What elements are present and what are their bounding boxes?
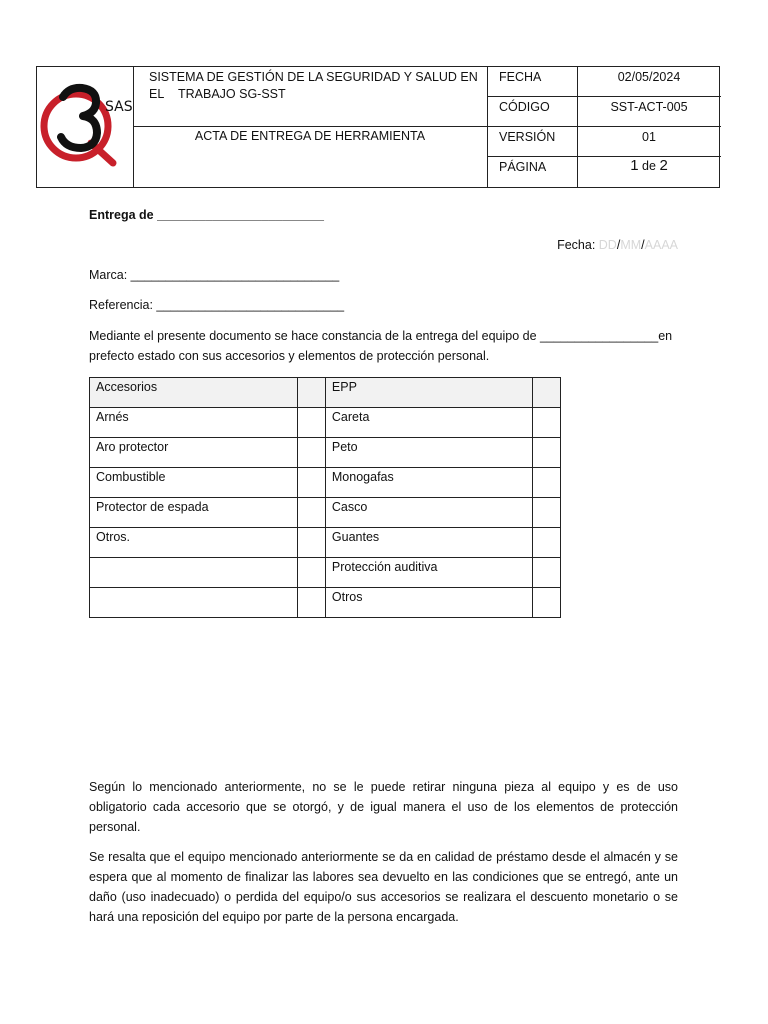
checklist-row bbox=[90, 588, 561, 618]
checkbox-cell[interactable] bbox=[532, 498, 560, 528]
checkbox-cell[interactable] bbox=[532, 408, 560, 438]
checklist-header-row bbox=[90, 378, 561, 408]
checkbox-cell[interactable] bbox=[532, 528, 560, 558]
epp-cell: Protección auditiva bbox=[325, 558, 532, 588]
checkbox-cell[interactable] bbox=[532, 588, 560, 618]
checklist-row bbox=[90, 528, 561, 558]
checklist-row bbox=[90, 438, 561, 468]
checkbox-cell[interactable] bbox=[297, 558, 325, 588]
entrega-label: Entrega de bbox=[89, 208, 154, 222]
page-de: de bbox=[642, 159, 656, 173]
fecha-aaaa-placeholder: AAAA bbox=[644, 238, 678, 252]
company-logo-icon bbox=[39, 81, 133, 167]
fecha-sep-2: / bbox=[641, 238, 645, 252]
epp-cell: Otros bbox=[325, 588, 532, 618]
document-header-table bbox=[36, 66, 720, 188]
col-header-accesorios: Accesorios bbox=[90, 378, 298, 408]
referencia-line[interactable]: Referencia: ___________________________ bbox=[89, 298, 345, 312]
checkbox-cell[interactable] bbox=[532, 558, 560, 588]
col-header-epp: EPP bbox=[325, 378, 532, 408]
epp-cell: Casco bbox=[325, 498, 532, 528]
checklist-table bbox=[89, 377, 561, 618]
epp-cell: Peto bbox=[325, 438, 532, 468]
system-name-line2: TRABAJO SG-SST bbox=[178, 87, 286, 101]
entrega-line bbox=[89, 205, 678, 225]
fecha-mm-placeholder: MM bbox=[620, 238, 642, 252]
checkbox-cell[interactable] bbox=[297, 468, 325, 498]
page-total: 2 bbox=[659, 157, 668, 174]
accesorio-cell: Aro protector bbox=[90, 438, 298, 468]
checkbox-cell[interactable] bbox=[532, 378, 560, 408]
checkbox-cell[interactable] bbox=[297, 588, 325, 618]
page-number: 1 bbox=[630, 157, 639, 174]
checklist-row bbox=[90, 498, 561, 528]
field-label-version: VERSIÓN bbox=[499, 130, 556, 144]
checklist-row bbox=[90, 408, 561, 438]
entrega-blank[interactable]: ________________________ bbox=[157, 208, 324, 222]
logo-sas-text: SAS bbox=[105, 99, 133, 115]
checkbox-cell[interactable] bbox=[297, 378, 325, 408]
checkbox-cell[interactable] bbox=[532, 438, 560, 468]
field-label-pagina: PÁGINA bbox=[499, 160, 547, 174]
checkbox-cell[interactable] bbox=[297, 438, 325, 468]
system-name-line1: SISTEMA DE GESTIÓN DE LA SEGURIDAD Y SALUD EN EL bbox=[149, 70, 478, 101]
paragraph-prestamo: Se resalta que el equipo mencionado anteriormente se da en calidad de préstamo desde el almacén y se espera que al momento de finalizar las labores sea devuelto en las condiciones que se entregó, ante un daño (uso inadecuado) o perdida del equipo/o sus accesorios se realizara el descuento monetario o se hará una reposición del equipo por parte de la persona encargada. bbox=[89, 850, 678, 924]
checkbox-cell[interactable] bbox=[297, 528, 325, 558]
accesorio-cell: Arnés bbox=[90, 408, 298, 438]
accesorio-cell: Combustible bbox=[90, 468, 298, 498]
checkbox-cell[interactable] bbox=[297, 498, 325, 528]
marca-line[interactable]: Marca: ______________________________ bbox=[89, 268, 340, 282]
accesorio-cell: Protector de espada bbox=[90, 498, 298, 528]
accesorio-cell bbox=[90, 558, 298, 588]
paragraph-uso-obligatorio: Según lo mencionado anteriormente, no se le puede retirar ninguna pieza al equipo y es de uso obligatorio cada accesorio que se otorgó, y de igual manera el uso de los elementos de protección personal. bbox=[89, 780, 678, 834]
epp-cell: Guantes bbox=[325, 528, 532, 558]
checklist-row bbox=[90, 558, 561, 588]
epp-cell: Monogafas bbox=[325, 468, 532, 498]
accesorio-cell: Otros. bbox=[90, 528, 298, 558]
document-title: ACTA DE ENTREGA DE HERRAMIENTA bbox=[194, 129, 426, 143]
epp-cell: Careta bbox=[325, 408, 532, 438]
field-value-fecha: 02/05/2024 bbox=[617, 70, 681, 84]
field-value-version: 01 bbox=[642, 130, 656, 144]
checkbox-cell[interactable] bbox=[532, 468, 560, 498]
fecha-line bbox=[89, 235, 678, 255]
field-label-fecha: FECHA bbox=[499, 70, 542, 84]
checklist-row bbox=[90, 468, 561, 498]
field-label-codigo: CÓDIGO bbox=[499, 100, 550, 114]
field-value-codigo: SST-ACT-005 bbox=[610, 100, 688, 114]
fecha-sep-1: / bbox=[616, 238, 621, 252]
fecha-dd-placeholder: DD bbox=[598, 238, 617, 252]
fecha-label: Fecha: bbox=[557, 238, 596, 252]
accesorio-cell bbox=[90, 588, 298, 618]
fecha-field[interactable] bbox=[599, 238, 678, 252]
intro-paragraph: Mediante el presente documento se hace constancia de la entrega del equipo de _________________en prefecto estado con sus accesorios y elementos de protección personal. bbox=[89, 329, 673, 363]
checkbox-cell[interactable] bbox=[297, 408, 325, 438]
field-value-pagina bbox=[577, 157, 721, 175]
